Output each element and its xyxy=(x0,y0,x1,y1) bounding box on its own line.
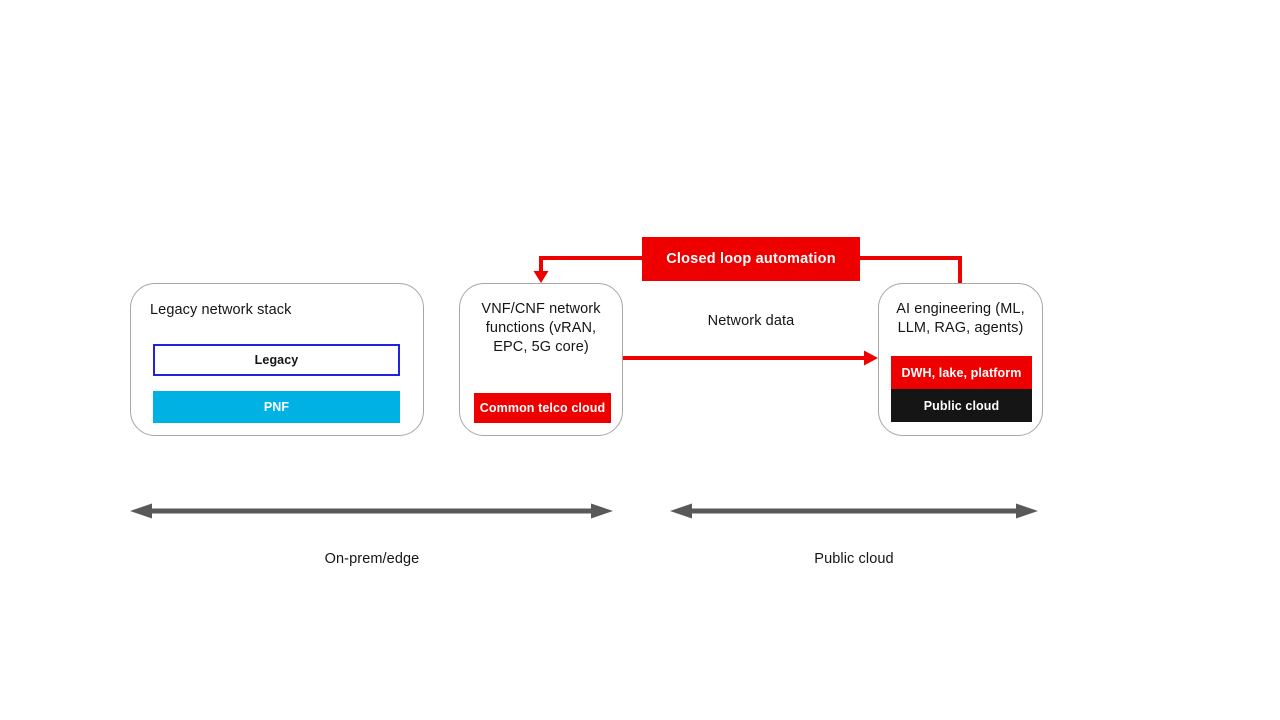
panel-title: AI engineering (ML, LLM, RAG, agents) xyxy=(896,301,1025,336)
public-cloud-axis-label: Public cloud xyxy=(814,551,894,567)
closed-loop-connector-to-ai xyxy=(860,258,960,283)
panel-legacy-network-stack xyxy=(130,283,424,436)
right-arrowhead-icon xyxy=(864,351,878,366)
on-prem-edge-label: On-prem/edge xyxy=(324,551,420,567)
panel-ai-engineering xyxy=(878,283,1043,436)
common-telco-cloud-label: Common telco cloud xyxy=(479,401,606,415)
down-arrowhead-icon xyxy=(534,271,549,283)
pnf-chip-label: PNF xyxy=(263,400,290,414)
dwh-lake-platform-chip xyxy=(891,356,1032,389)
dwh-lake-platform-label: DWH, lake, platform xyxy=(901,365,1022,380)
closed-loop-banner-label: Closed loop automation xyxy=(666,251,836,267)
legacy-chip-label: Legacy xyxy=(254,353,299,367)
legacy-chip xyxy=(153,344,400,376)
panel-vnf-cnf-functions xyxy=(459,283,623,436)
panel-title: VNF/CNF network functions (vRAN, EPC, 5G core) xyxy=(481,301,601,355)
network-data-label: Network data xyxy=(707,313,795,329)
left-arrowhead-icon xyxy=(130,504,152,519)
closed-loop-connector-to-vnf xyxy=(541,258,642,272)
left-arrowhead-icon xyxy=(670,504,692,519)
common-telco-cloud-chip xyxy=(474,393,611,423)
right-arrowhead-icon xyxy=(1016,504,1038,519)
closed-loop-banner xyxy=(642,237,860,281)
public-cloud-chip xyxy=(891,389,1032,422)
pnf-chip xyxy=(153,391,400,423)
right-arrowhead-icon xyxy=(591,504,613,519)
panel-title: Legacy network stack xyxy=(150,302,292,318)
public-cloud-chip-label: Public cloud xyxy=(923,398,1000,413)
